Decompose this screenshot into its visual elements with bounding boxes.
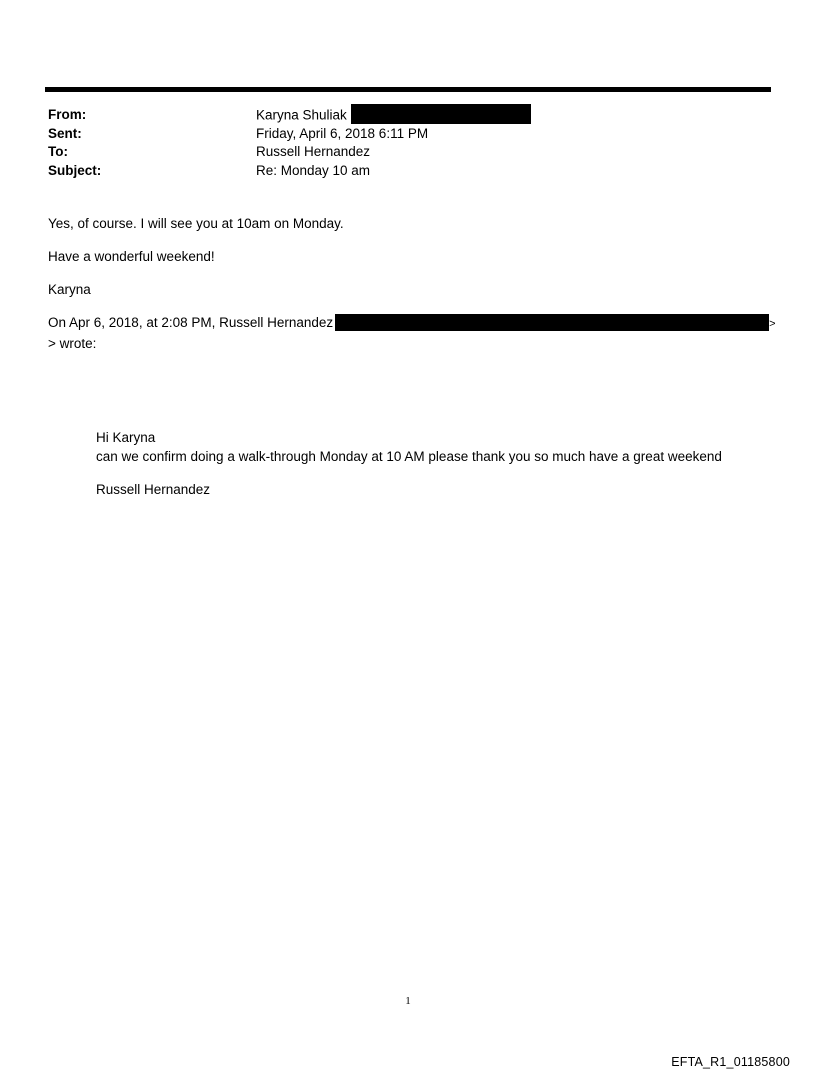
subject-value: Re: Monday 10 am <box>256 162 371 178</box>
body-line: Yes, of course. I will see you at 10am on Monday. <box>48 216 344 231</box>
document-id: EFTA_R1_01185800 <box>671 1055 790 1069</box>
page-number: 1 <box>405 995 411 1007</box>
to-row <box>48 143 768 162</box>
header-rule <box>45 87 771 92</box>
quoted-text: can we confirm doing a walk-through Monday at 10 AM please thank you so much have a great weekend <box>96 449 722 464</box>
redaction-box <box>351 104 531 124</box>
body-signature: Karyna <box>48 282 91 297</box>
quote-attribution-tail: > <box>769 318 776 330</box>
email-header <box>48 106 768 180</box>
to-value: Russell Hernandez <box>256 144 371 159</box>
sent-value: Friday, April 6, 2018 6:11 PM <box>256 125 429 141</box>
from-value <box>256 106 531 126</box>
from-row <box>48 106 768 125</box>
quote-wrote: > wrote: <box>48 336 97 351</box>
from-label: From: <box>48 107 87 122</box>
from-name: Karyna Shuliak <box>256 107 347 123</box>
quote-attribution <box>48 313 778 334</box>
subject-row <box>48 162 768 181</box>
quoted-message <box>96 428 786 499</box>
redaction-box <box>335 314 769 331</box>
quoted-greeting: Hi Karyna <box>96 430 156 445</box>
to-label: To: <box>48 144 68 159</box>
sent-row <box>48 125 768 144</box>
email-body <box>48 214 778 353</box>
body-line: Have a wonderful weekend! <box>48 249 215 264</box>
quoted-signature: Russell Hernandez <box>96 482 211 497</box>
sent-label: Sent: <box>48 125 82 141</box>
quote-attribution-text: On Apr 6, 2018, at 2:08 PM, Russell Hernandez <box>48 315 334 330</box>
subject-label: Subject: <box>48 162 102 178</box>
